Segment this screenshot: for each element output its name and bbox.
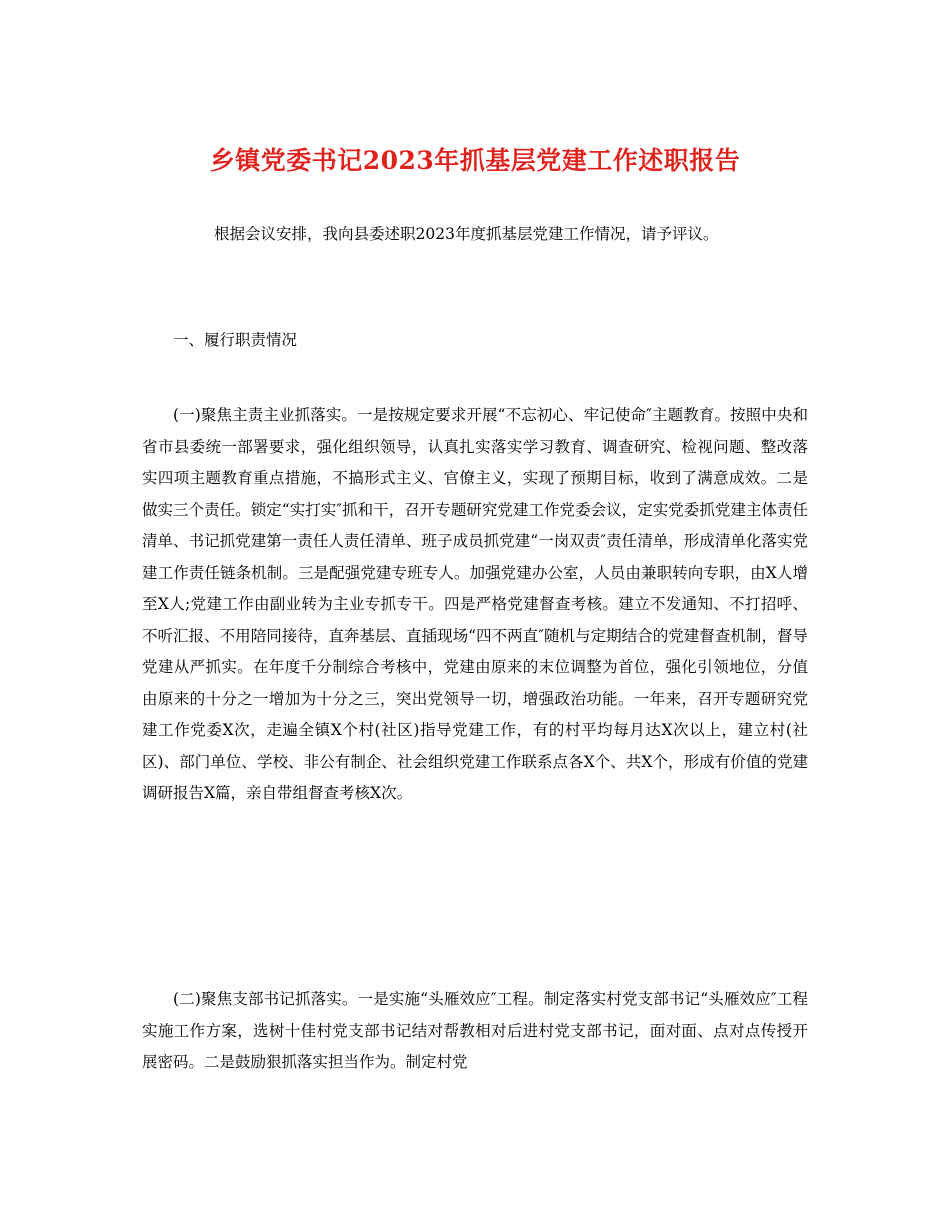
section-heading: 一、履行职责情况: [173, 331, 298, 349]
paragraph-item-one: (一)聚焦主责主业抓落实。一是按规定要求开展“不忘初心、牢记使命″主题教育。按照中央和省市县委统一部署要求，强化组织领导，认真扎实落实学习教育、调查研究、检视问题、整改落实四项主题教育重点措施，不搞形式主义、官僚主义，实现了预期目标，收到了满意成效。二是做实三个责任。锁定“实打实″抓和干，召开专题研究党建工作党委会议，定实党委抓党建主体责任清单、书记抓党建第一责任人责任清单、班子成员抓党建“一岗双责″责任清单，形成清单化落实党建工作责任链条机制。三是配强党建专班专人。加强党建办公室，人员由兼职转向专职，由X人增至X人;党建工作由副业转为主业专抓专干。四是严格党建督查考核。建立不发通知、不打招呼、不听汇报、不用陪同接待，直奔基层、直插现场“四不两直″随机与定期结合的党建督查机制，督导党建从严抓实。在年度千分制综合考核中，党建由原来的末位调整为首位，强化引领地位，分值由原来的十分之一增加为十分之三，突出党领导一切，增强政治功能。一年来，召开专题研究党建工作党委X次，走遍全镇X个村(社区)指导党建工作，有的村平均每月达X次以上，建立村(社区)、部门单位、学校、非公有制企、社会组织党建工作联系点各X个、共X个，形成有价值的党建调研报告X篇，亲自带组督查考核X次。: [142, 406, 808, 802]
document-title: 乡镇党委书记2023年抓基层党建工作述职报告: [209, 146, 741, 175]
intro-paragraph: 根据会议安排，我向县委述职2023年度抓基层党建工作情况，请予评议。: [214, 225, 719, 243]
paragraph-item-two: (二)聚焦支部书记抓落实。一是实施“头雁效应″工程。制定落实村党支部书记“头雁效应″工程实施工作方案，选树十佳村党支部书记结对帮教相对后进村党支部书记，面对面、点对点传授开展密码。二是鼓励狠抓落实担当作为。制定村党: [142, 990, 808, 1071]
